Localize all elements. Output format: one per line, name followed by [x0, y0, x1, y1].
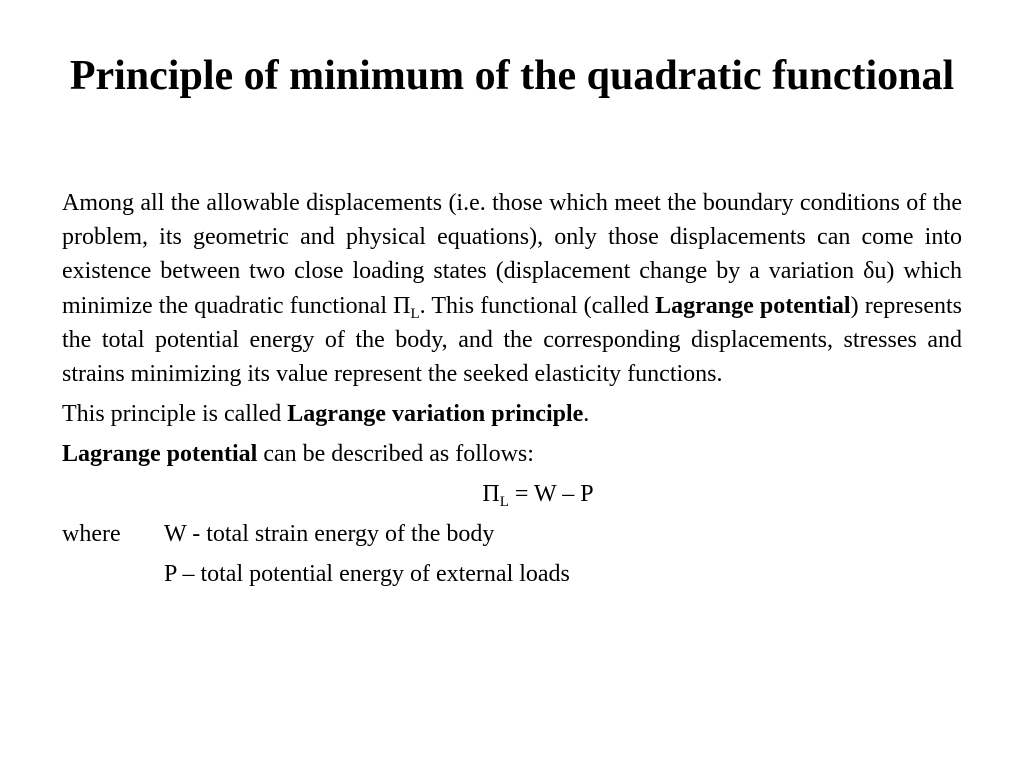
- definition-p: P – total potential energy of external loads: [164, 561, 570, 588]
- formula-subscript: L: [499, 494, 509, 511]
- potential-description-suffix: can be described as follows:: [257, 441, 534, 468]
- formula-rhs: = W – P: [508, 481, 594, 508]
- lagrange-potential-term: Lagrange potential: [655, 292, 851, 319]
- paragraph-principle-intro: Among all the allowable displacements (i.e. those which meet the boundary conditions of the problem, its geometric and physical equations), only those displacements can come into existence between two close loading states (displacement change by a variation δu) which minimize the quadratic functional Π: [62, 190, 962, 319]
- where-label: where: [62, 521, 121, 548]
- principle-name-suffix: .: [583, 401, 590, 428]
- where-row-p: [62, 557, 962, 591]
- principle-name-prefix: This principle is called: [62, 401, 288, 428]
- formula-symbol: Π: [482, 481, 500, 508]
- paragraph-principle-name: [62, 397, 962, 431]
- where-spacer: [62, 557, 164, 591]
- paragraph-potential-description: [62, 437, 962, 471]
- definition-w: W - total strain energy of the body: [164, 521, 495, 548]
- paragraph-principle-middle: . This functional (called: [419, 292, 656, 319]
- functional-subscript: L: [410, 305, 420, 322]
- lagrange-formula: [62, 477, 962, 511]
- slide-title: Principle of minimum of the quadratic functional: [69, 53, 955, 99]
- lagrange-variation-principle-term: Lagrange variation principle: [287, 401, 584, 428]
- lagrange-potential-heading: Lagrange potential: [62, 441, 258, 468]
- slide-body: [62, 186, 962, 591]
- where-row-w: [62, 517, 962, 551]
- paragraph-principle-rest: ) represents the total potential energy of the body, and the corresponding displacements, stresses and strains minimizing its value represent the seeked elasticity functions.: [62, 292, 962, 388]
- paragraph-principle: [62, 186, 962, 391]
